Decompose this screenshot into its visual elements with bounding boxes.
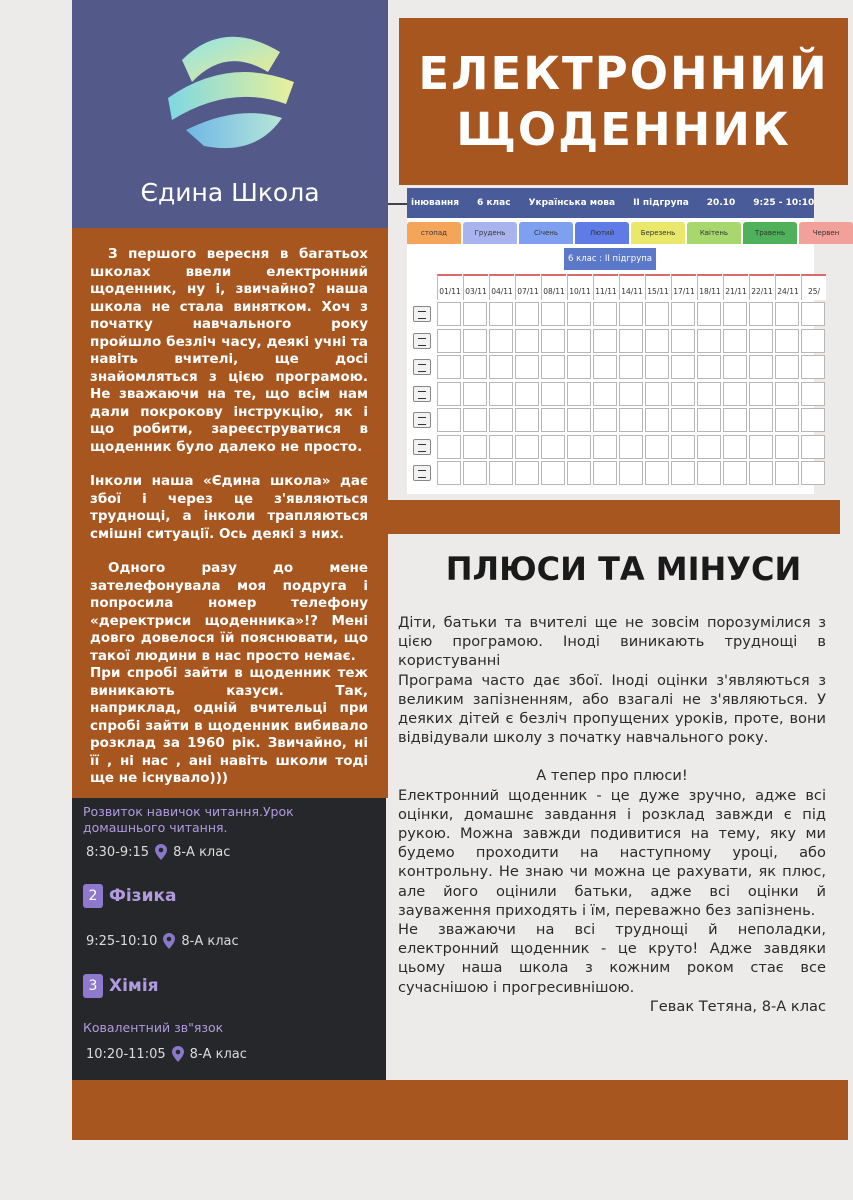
student-row-button[interactable] bbox=[413, 439, 431, 455]
lesson-item[interactable] bbox=[83, 974, 159, 998]
grade-cell[interactable] bbox=[775, 329, 799, 353]
grade-cell[interactable] bbox=[749, 329, 773, 353]
grade-cell[interactable] bbox=[645, 302, 669, 326]
title-block bbox=[399, 18, 848, 185]
lesson-time: 10:20-11:05 bbox=[86, 1046, 166, 1062]
diary-screenshot bbox=[407, 188, 840, 494]
grade-cell[interactable] bbox=[671, 461, 695, 485]
grade-cell[interactable] bbox=[489, 461, 513, 485]
article-paragraph: При спробі зайти в щоденник теж виникають казуси. Так, наприклад, одній вчительці при спробі зайти в щоденник вибивало розклад за 1960 рік. Звичайно, ні її , ні нас , ані навіть школи тоді ще не існувало))) bbox=[90, 665, 368, 786]
date-header: 03/11 bbox=[463, 274, 488, 300]
grade-cell[interactable] bbox=[801, 435, 825, 459]
article-paragraph: Інколи наша «Єдина школа» дає збої і через це з'являються труднощі, а інколи трапляються смішні ситуації. Ось деякі з них. bbox=[90, 473, 368, 542]
date-header: 08/11 bbox=[541, 274, 566, 300]
grade-cell[interactable] bbox=[801, 355, 825, 379]
grade-cell[interactable] bbox=[775, 302, 799, 326]
article-paragraph: Одного разу до мене зателефонувала моя подруга і попросила номер телефону «деректриси щоденника»!? Мені довго довелося їй пояснювати, що такої людини в нас просто немає. bbox=[90, 560, 368, 664]
article-paragraph: З першого вересня в багатьох школах ввели електронний щоденник, ну і, звичайно? наша школа не стала винятком. Хоч з початку навчального року пройшло безліч часу, деякі учні та навіть вчителі, ще досі знайомляться з цією програмою. Не зважаючи на те, що всім нам дали покрокову інструкцію, як і що робити, зареєструватися в щоденник було далеко не просто. bbox=[90, 246, 368, 455]
month-tabs bbox=[407, 222, 840, 244]
diary-header-item: ІІ підгрупа bbox=[633, 198, 689, 208]
grade-cell[interactable] bbox=[541, 382, 565, 406]
lesson-number: 2 bbox=[83, 884, 103, 908]
location-pin-icon bbox=[163, 933, 175, 949]
month-tab[interactable]: Травень bbox=[743, 222, 797, 244]
lesson-schedule bbox=[72, 798, 386, 1080]
grade-cell[interactable] bbox=[723, 355, 747, 379]
grade-cell[interactable] bbox=[723, 461, 747, 485]
student-row-button[interactable] bbox=[413, 465, 431, 481]
date-header: 04/11 bbox=[489, 274, 514, 300]
lesson-room: 8-А клас bbox=[189, 1046, 247, 1062]
grade-cell[interactable] bbox=[671, 329, 695, 353]
month-tab[interactable]: Квітень bbox=[687, 222, 741, 244]
grade-cell[interactable] bbox=[593, 461, 617, 485]
grade-cell[interactable] bbox=[541, 408, 565, 432]
grade-cell[interactable] bbox=[463, 302, 487, 326]
lesson-time: 9:25-10:10 bbox=[86, 933, 158, 949]
grade-cell[interactable] bbox=[463, 408, 487, 432]
grade-cell[interactable] bbox=[463, 355, 487, 379]
grade-cell[interactable] bbox=[515, 435, 539, 459]
date-header: 15/11 bbox=[645, 274, 670, 300]
grade-cell[interactable] bbox=[541, 329, 565, 353]
grade-cell[interactable] bbox=[567, 382, 591, 406]
text-paragraph: А тепер про плюси! bbox=[536, 767, 688, 785]
grade-cell[interactable] bbox=[671, 355, 695, 379]
grade-cell[interactable] bbox=[645, 461, 669, 485]
grade-cell[interactable] bbox=[801, 461, 825, 485]
student-row-button[interactable] bbox=[413, 333, 431, 349]
grade-cell[interactable] bbox=[593, 408, 617, 432]
grade-cell[interactable] bbox=[671, 408, 695, 432]
grade-cell[interactable] bbox=[697, 408, 721, 432]
grade-cell[interactable] bbox=[723, 329, 747, 353]
grade-cell[interactable] bbox=[671, 302, 695, 326]
grade-cell[interactable] bbox=[463, 382, 487, 406]
grade-cell[interactable] bbox=[437, 329, 461, 353]
grade-cell[interactable] bbox=[697, 329, 721, 353]
grade-cell[interactable] bbox=[619, 435, 643, 459]
grade-cell[interactable] bbox=[437, 382, 461, 406]
student-row-button[interactable] bbox=[413, 386, 431, 402]
grade-cell[interactable] bbox=[567, 355, 591, 379]
pros-cons-text bbox=[398, 613, 826, 1016]
grade-cell[interactable] bbox=[619, 355, 643, 379]
grade-cell[interactable] bbox=[567, 329, 591, 353]
grade-cell[interactable] bbox=[775, 382, 799, 406]
diary-header-item: інювання bbox=[411, 198, 460, 208]
month-tab[interactable]: Червен bbox=[799, 222, 853, 244]
grade-cell[interactable] bbox=[567, 461, 591, 485]
location-pin-icon bbox=[172, 1046, 184, 1062]
grade-cell[interactable] bbox=[749, 461, 773, 485]
date-header: 14/11 bbox=[619, 274, 644, 300]
location-pin-icon bbox=[155, 844, 167, 860]
grade-cell[interactable] bbox=[645, 408, 669, 432]
grade-cell[interactable] bbox=[515, 329, 539, 353]
text-paragraph: Діти, батьки та вчителі ще не зовсім порозумілися з цією програмою. Іноді виникають труднощі в користуванні bbox=[398, 614, 826, 670]
lesson-description: Розвиток навичок читання.Урок домашнього читання. bbox=[83, 804, 294, 835]
article-block bbox=[72, 228, 388, 798]
grade-cell[interactable] bbox=[749, 355, 773, 379]
lesson-time-row bbox=[86, 844, 230, 860]
diary-header-item: 6 клас bbox=[477, 198, 511, 208]
grade-cell[interactable] bbox=[567, 302, 591, 326]
grade-cell[interactable] bbox=[775, 408, 799, 432]
grade-cell[interactable] bbox=[801, 408, 825, 432]
grade-cell[interactable] bbox=[437, 302, 461, 326]
date-header: 22/11 bbox=[749, 274, 774, 300]
student-row-button[interactable] bbox=[413, 306, 431, 322]
diary-header-item: Українська мова bbox=[528, 198, 616, 208]
month-tab[interactable]: Грудень bbox=[463, 222, 517, 244]
school-name: Єдина Школа bbox=[140, 178, 320, 207]
article-text bbox=[90, 246, 368, 805]
grade-cell[interactable] bbox=[749, 382, 773, 406]
grade-cell[interactable] bbox=[749, 435, 773, 459]
text-paragraph: Програма часто дає збої. Іноді оцінки з'являються з великим запізненням, або взагалі не з'являються. У деяких дітей є безліч пропущених уроків, проте, вони відвідували школу з початку навчального року. bbox=[398, 671, 826, 747]
lesson-subject: Хімія bbox=[109, 976, 159, 996]
grade-cell[interactable] bbox=[515, 382, 539, 406]
grade-cell[interactable] bbox=[697, 435, 721, 459]
diary-header-item: 20.10 bbox=[706, 198, 736, 208]
date-header: 21/11 bbox=[723, 274, 748, 300]
grade-cell[interactable] bbox=[619, 302, 643, 326]
grade-cell[interactable] bbox=[697, 382, 721, 406]
month-tab[interactable]: Березень bbox=[631, 222, 685, 244]
logo-block bbox=[72, 0, 388, 228]
date-header: 01/11 bbox=[437, 274, 462, 300]
grade-cell[interactable] bbox=[671, 435, 695, 459]
grade-cell[interactable] bbox=[697, 302, 721, 326]
grade-cell[interactable] bbox=[723, 382, 747, 406]
lesson-room: 8-А клас bbox=[173, 844, 231, 860]
grade-cell[interactable] bbox=[541, 302, 565, 326]
group-label[interactable]: 6 клас : ІІ підгрупа bbox=[564, 248, 656, 270]
grade-cell[interactable] bbox=[723, 302, 747, 326]
grade-cell[interactable] bbox=[489, 355, 513, 379]
student-row-button[interactable] bbox=[413, 412, 431, 428]
grade-cell[interactable] bbox=[619, 382, 643, 406]
grade-cell[interactable] bbox=[749, 408, 773, 432]
grade-cell[interactable] bbox=[541, 355, 565, 379]
bottom-bar bbox=[72, 1080, 848, 1140]
title-line: ЕЛЕКТРОННИЙ bbox=[418, 47, 829, 100]
grade-cell[interactable] bbox=[463, 435, 487, 459]
grade-cell[interactable] bbox=[463, 461, 487, 485]
grade-cell[interactable] bbox=[437, 435, 461, 459]
grade-cell[interactable] bbox=[723, 408, 747, 432]
diary-header bbox=[407, 188, 814, 218]
grade-cell[interactable] bbox=[593, 329, 617, 353]
text-paragraph: Електронний щоденник - це дуже зручно, адже всі оцінки, домашнє завдання і розклад завжди є під рукою. Можна завжди подивитися на тему, яку ми будемо проходити на наступному уроці, або контрольну. Не знаю чи можна це рахувати, як плюс, але його оцінили батьки, адже всі оцінки й зауваження приходять і їм, переважно без запізнень. bbox=[398, 786, 826, 919]
grade-cell[interactable] bbox=[697, 355, 721, 379]
school-logo-icon bbox=[164, 22, 298, 156]
lesson-description: Ковалентний зв"язок bbox=[83, 1020, 224, 1035]
month-tab[interactable]: Січень bbox=[519, 222, 573, 244]
grade-cell[interactable] bbox=[489, 302, 513, 326]
grade-cell[interactable] bbox=[593, 355, 617, 379]
page-title bbox=[399, 46, 848, 158]
grade-cell[interactable] bbox=[489, 329, 513, 353]
diary-header-item: 9:25 - 10:10 bbox=[753, 198, 815, 208]
grade-cell[interactable] bbox=[437, 408, 461, 432]
section-title: ПЛЮСИ ТА МІНУСИ bbox=[445, 550, 802, 588]
lesson-time: 8:30-9:15 bbox=[86, 844, 150, 860]
decorative-strip bbox=[388, 500, 840, 534]
lesson-time-row bbox=[86, 1046, 247, 1062]
date-header: 24/11 bbox=[775, 274, 800, 300]
lesson-time-row bbox=[86, 933, 239, 949]
date-header: 07/11 bbox=[515, 274, 540, 300]
grade-cell[interactable] bbox=[671, 382, 695, 406]
grade-cell[interactable] bbox=[697, 461, 721, 485]
date-header: 25/ bbox=[801, 274, 826, 300]
grade-cell[interactable] bbox=[515, 408, 539, 432]
grade-cell[interactable] bbox=[515, 355, 539, 379]
month-tab[interactable]: Лютий bbox=[575, 222, 629, 244]
grade-cell[interactable] bbox=[489, 435, 513, 459]
lesson-number: 3 bbox=[83, 974, 103, 998]
grade-cell[interactable] bbox=[619, 408, 643, 432]
grade-cell[interactable] bbox=[645, 355, 669, 379]
grade-cell[interactable] bbox=[489, 382, 513, 406]
date-header: 11/11 bbox=[593, 274, 618, 300]
grade-cell[interactable] bbox=[801, 302, 825, 326]
grade-cell[interactable] bbox=[437, 355, 461, 379]
grade-cell[interactable] bbox=[567, 435, 591, 459]
grade-cell[interactable] bbox=[775, 355, 799, 379]
grade-cell[interactable] bbox=[619, 461, 643, 485]
lesson-room: 8-А клас bbox=[181, 933, 239, 949]
grade-cell[interactable] bbox=[801, 329, 825, 353]
lesson-subject: Фізика bbox=[109, 886, 177, 906]
grade-cell[interactable] bbox=[619, 329, 643, 353]
student-row-button[interactable] bbox=[413, 359, 431, 375]
grade-cell[interactable] bbox=[645, 435, 669, 459]
grade-cell[interactable] bbox=[463, 329, 487, 353]
month-tab[interactable]: стопад bbox=[407, 222, 461, 244]
title-line: ЩОДЕННИК bbox=[456, 103, 791, 156]
grade-cell[interactable] bbox=[801, 382, 825, 406]
grade-cell[interactable] bbox=[437, 461, 461, 485]
lesson-item[interactable] bbox=[83, 884, 177, 908]
grade-cell[interactable] bbox=[593, 302, 617, 326]
grade-cell[interactable] bbox=[593, 435, 617, 459]
author-signature: Гевак Тетяна, 8-А клас bbox=[649, 997, 826, 1015]
date-header: 18/11 bbox=[697, 274, 722, 300]
date-header: 17/11 bbox=[671, 274, 696, 300]
grade-cell[interactable] bbox=[541, 461, 565, 485]
grade-cell[interactable] bbox=[515, 461, 539, 485]
grade-cell[interactable] bbox=[541, 435, 565, 459]
text-paragraph: Не зважаючи на всі труднощі й неполадки, електронний щоденник - це круто! Адже завдяки цьому наша школа з кожним роком стає все сучаснішою і прогресивнішою. bbox=[398, 921, 826, 996]
grade-cell[interactable] bbox=[645, 382, 669, 406]
grade-cell[interactable] bbox=[567, 408, 591, 432]
grade-cell[interactable] bbox=[775, 461, 799, 485]
grade-cell[interactable] bbox=[723, 435, 747, 459]
grade-cell[interactable] bbox=[515, 302, 539, 326]
grade-cell[interactable] bbox=[645, 329, 669, 353]
grade-cell[interactable] bbox=[593, 382, 617, 406]
grade-cell[interactable] bbox=[489, 408, 513, 432]
grade-cell[interactable] bbox=[775, 435, 799, 459]
date-header: 10/11 bbox=[567, 274, 592, 300]
grade-cell[interactable] bbox=[749, 302, 773, 326]
